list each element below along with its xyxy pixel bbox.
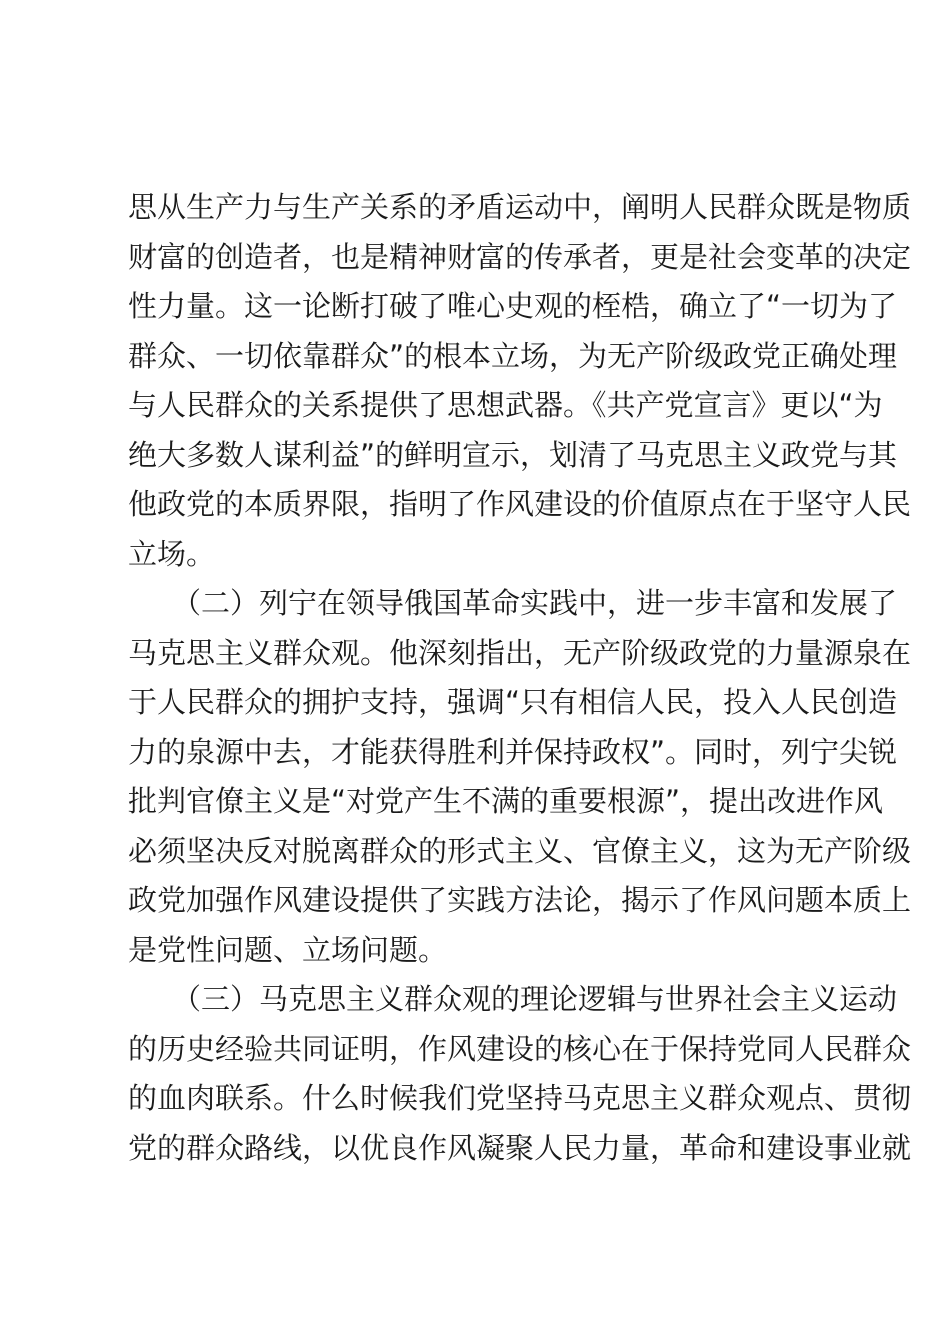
text-line: （三）马克思主义群众观的理论逻辑与世界社会主义运动 xyxy=(172,982,898,1016)
paragraph-3 xyxy=(128,975,912,1173)
text-line: 于人民群众的拥护支持，强调“只有相信人民，投入人民创造 xyxy=(128,685,898,719)
text-line: 群众、一切依靠群众”的根本立场，为无产阶级政党正确处理 xyxy=(128,338,898,373)
text-line: 政党加强作风建设提供了实践方法论，揭示了作风问题本质上 xyxy=(128,883,912,917)
text-line: 的血肉联系。什么时候我们党坚持马克思主义群众观点、贯彻 xyxy=(128,1081,912,1115)
text-line: 思从生产力与生产关系的矛盾运动中，阐明人民群众既是物质 xyxy=(128,190,912,224)
text-line: 财富的创造者，也是精神财富的传承者，更是社会变革的决定 xyxy=(128,239,912,274)
text-line: 力的泉源中去，才能获得胜利并保持政权”。同时，列宁尖锐 xyxy=(128,734,898,769)
text-line: 批判官僚主义是“对党产生不满的重要根源”，提出改进作风 xyxy=(128,784,884,818)
paragraph-2 xyxy=(128,579,912,975)
text-line: 必须坚决反对脱离群众的形式主义、官僚主义，这为无产阶级 xyxy=(128,833,912,868)
text-line: 立场。 xyxy=(128,536,216,571)
paragraph-1 xyxy=(128,183,912,579)
body-text xyxy=(128,183,912,1173)
text-line: （二）列宁在领导俄国革命实践中，进一步丰富和发展了 xyxy=(172,586,898,620)
text-line: 性力量。这一论断打破了唯心史观的桎梏，确立了“一切为了 xyxy=(128,289,898,323)
text-line: 是党性问题、立场问题。 xyxy=(128,932,448,967)
text-line: 绝大多数人谋利益”的鲜明宣示，划清了马克思主义政党与其 xyxy=(128,437,898,472)
text-line: 与人民群众的关系提供了思想武器。《共产党宣言》更以“为 xyxy=(128,388,883,422)
text-line: 他政党的本质界限，指明了作风建设的价值原点在于坚守人民 xyxy=(128,487,912,521)
text-line: 马克思主义群众观。他深刻指出，无产阶级政党的力量源泉在 xyxy=(128,635,912,670)
text-line: 党的群众路线，以优良作风凝聚人民力量，革命和建设事业就 xyxy=(128,1130,912,1165)
text-line: 的历史经验共同证明，作风建设的核心在于保持党同人民群众 xyxy=(128,1031,912,1066)
